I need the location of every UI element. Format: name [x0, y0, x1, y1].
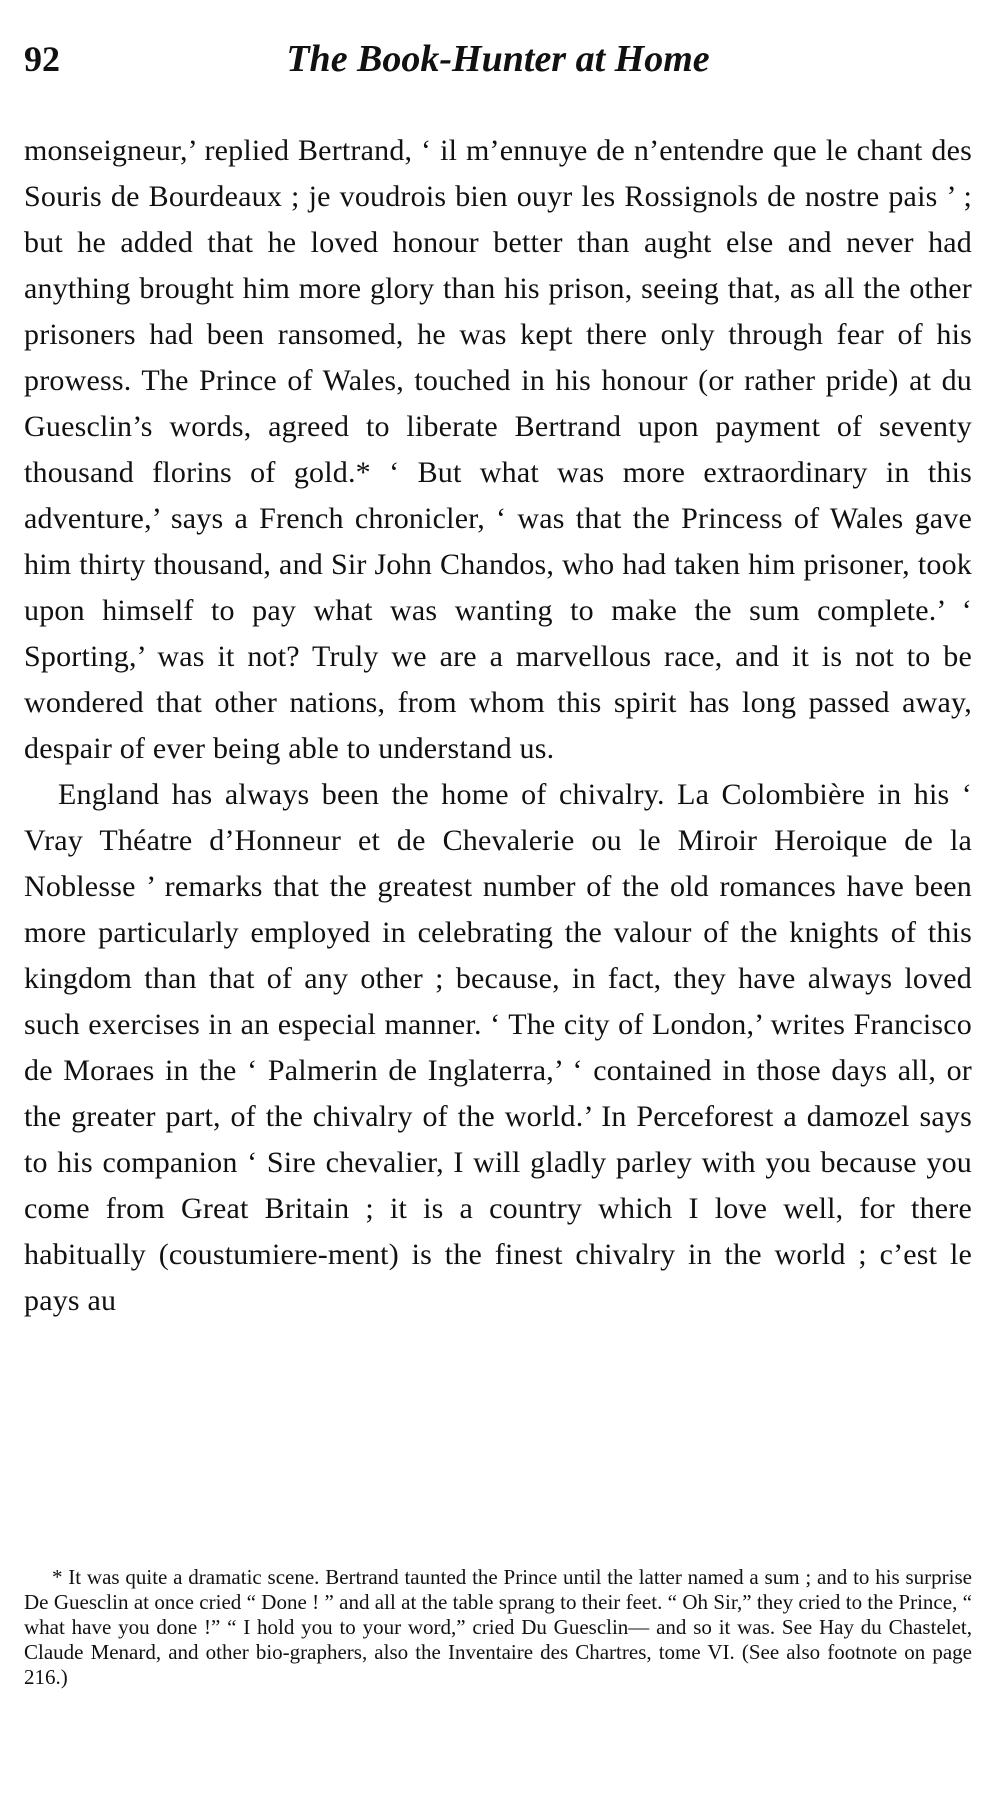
body-text: [24, 128, 972, 1324]
page-number: 92: [24, 39, 60, 79]
paragraph-continued: monseigneur,’ replied Bertrand, ‘ il m’ennuye de n’entendre que le chant des Souris de Bourdeaux ; je voudrois bien ouyr les Rossignols de nostre pais ’ ; but he added that he loved honour better than aught else and never had anything brought him more glory than his prison, seeing that, as all the other prisoners had been ransomed, he was kept there only through fear of his prowess. The Prince of Wales, touched in his honour (or rather pride) at du Guesclin’s words, agreed to liberate Bertrand upon payment of seventy thousand florins of gold.* ‘ But what was more extraordinary in this adventure,’ says a French chronicler, ‘ was that the Princess of Wales gave him thirty thousand, and Sir John Chandos, who had taken him prisoner, took upon himself to pay what was wanting to make the sum complete.’ ‘ Sporting,’ was it not? Truly we are a marvellous race, and it is not to be wondered that other nations, from whom this spirit has long passed away, despair of ever being able to understand us.: [24, 134, 972, 765]
footnote-text: * It was quite a dramatic scene. Bertrand taunted the Prince until the latter named a sum ; and to his surprise De Guesclin at once cried “ Done ! ” and all at the table sprang to their feet. “ Oh Sir,” they cried to the Prince, “ what have you done !” “ I hold you to your word,” cried Du Guesclin— and so it was. See Hay du Chastelet, Claude Menard, and other bio-graphers, also the Inventaire des Chartres, tome VI. (See also footnote on page 216.): [24, 1565, 972, 1689]
book-page: [24, 0, 972, 1795]
running-title: The Book-Hunter at Home: [286, 38, 710, 80]
paragraph-chivalry: England has always been the home of chivalry. La Colombière in his ‘ Vray Théatre d’Honneur et de Chevalerie ou le Miroir Heroique de la Noblesse ’ remarks that the greatest number of the old romances have been more particularly employed in celebrating the valour of the knights of this kingdom than that of any other ; because, in fact, they have always loved such exercises in an especial manner. ‘ The city of London,’ writes Francisco de Moraes in the ‘ Palmerin de Inglaterra,’ ‘ contained in those days all, or the greater part, of the chivalry of the world.’ In Perceforest a damozel says to his companion ‘ Sire chevalier, I will gladly parley with you because you come from Great Britain ; it is a country which I love well, for there habitually (coustumiere-ment) is the finest chivalry in the world ; c’est le pays au: [24, 778, 972, 1317]
running-head: [24, 34, 972, 84]
footnote: [24, 1565, 972, 1690]
